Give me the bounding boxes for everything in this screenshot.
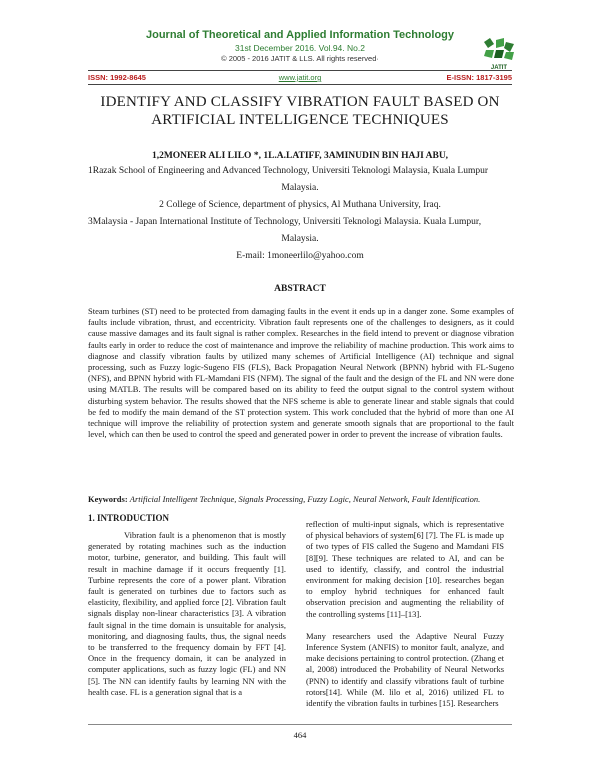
affiliation-2: 2 College of Science, department of physics, Al Muthana University, Iraq. — [159, 200, 441, 210]
eissn: E-ISSN: 1817-3195 — [446, 73, 512, 82]
logo-text: JATIT — [490, 65, 508, 71]
abstract-text: Steam turbines (ST) need to be protected from damaging faults in the event it ends up in a danger zone. Some examples of faults include vibration, thrust, and eccentricity. Vibration fault represents one of the challenges to designers, as it could cause massive damages and its fault signal is rather complex. Researches in the field intend to prevent or diagnose vibration faults early in order to reduce the cost of maintenance and improve the reliability of machine production. This work aims to diagnose and classify vibration faults by utilized many schemes of Artificial Intelligence (AI) technique and signal processing, such as Fuzzy logic-Sugeno FIS (FLS), Back Propagation Neural Network (BPNN) hybrid with FL-Sugeno (NFS), and BPNN hybrid with FL-Mamdani FIS (NFM). The signal of the fault and the design of the FL and NN were done using MATLB. The results will be compared based on its ability to feed the output signal to the control system without disturbing system behavior. The results showed that the NFS scheme is able to generate linear and stable signals that could be fed to modify the main demand of the ST protection system. This work concluded that the hybrid of more than one AI technique will improve the reliability of protection system and generate smooth signals that are proportional to the fault level, which can then be used to control the speed and generated power in order to prevent the increase of vibration faults. — [88, 306, 514, 440]
authors: 1,2MONEER ALI LILO *, 1L.A.LATIFF, 3AMINUDIN BIN HAJI ABU, — [151, 151, 449, 161]
footer-rule — [88, 724, 512, 725]
copyright: © 2005 - 2016 JATIT & LLS. All rights reserved· — [221, 54, 379, 63]
keywords-list: Artificial Intelligent Technique, Signals Processing, Fuzzy Logic, Neural Network, Fault Identification. — [129, 494, 481, 504]
right-paragraph-2: Many researchers used the Adaptive Neural Fuzzy Inference System (ANFIS) to monitor fault, analyze, and make decisions pertaining to control protection. (Zhang et al, 2008) introduced the Probability of Neural Networks (PNN) to identify and classify vibrations fault of turbine rotors[14]. While (M. lilo et al, 2016) utilized FL to identify the vibration faults in turbines [15]. Researchers — [306, 630, 504, 709]
intro-paragraph: Vibration fault is a phenomenon that is mostly generated by rotating machines such as the induction motor, turbine, generator, and building. This fault will result in machine damage if it occurs frequently [1]. Turbine represents the core of a power plant. Vibration fault is generated on turbines due to factors such as elasticity, flexibility, and applied force [2]. Vibration fault signals display non-linear characteristics [3]. A vibration fault signal in the time domain is unsuitable for analysis, monitoring, and diagnosing faults, thus, the signal needs to be transferred to the frequency domain by FFT [4]. Once in the frequency domain, it can be analyzed in computer applications, such as fuzzy logic (FL) and NN [5]. The NN can identify faults by learning NN with the health case. FL is a generation signal that is a — [88, 530, 286, 697]
journal-url[interactable]: www.jatit.org — [278, 73, 322, 82]
issn: ISSN: 1992-8645 — [88, 73, 146, 82]
right-paragraph-1: reflection of multi-input signals, which is representative of physical behaviors of system[6] [7]. The FL is made up of two types of FIS called the Sugeno and Mamdani FIS [8][9]. These techniques are related to AI, and can be used to identify, classify, and control the industrial environment for making decision [10]. researches began to employ hybrid techniques for enhanced fault observation precision and augmenting the reliability of the controlling systems [11]–[13]. — [306, 519, 504, 619]
keywords — [88, 494, 514, 505]
journal-title: Journal of Theoretical and Applied Information Technology — [145, 29, 455, 41]
affiliation-3: 3Malaysia - Japan International Institute of Technology, Universiti Teknologi Malaysia. Kuala Lumpur, — [88, 217, 482, 227]
left-column — [88, 530, 286, 698]
right-column — [306, 519, 504, 709]
page-number: 464 — [293, 730, 307, 740]
affiliation-3-cont: Malaysia. — [281, 234, 319, 244]
title-line: ARTIFICIAL INTELLIGENCE TECHNIQUES — [151, 112, 449, 128]
title-line: IDENTIFY AND CLASSIFY VIBRATION FAULT BASED ON — [100, 94, 500, 110]
issue-info: 31st December 2016. Vol.94. No.2 — [235, 43, 365, 53]
email: E-mail: 1moneerlilo@yahoo.com — [236, 251, 364, 261]
abstract-heading: ABSTRACT — [274, 284, 326, 294]
header-rule-bottom — [88, 84, 512, 85]
header-rule-top — [88, 70, 512, 71]
affiliation-1-cont: Malaysia. — [281, 183, 319, 193]
jatit-logo — [480, 36, 518, 72]
affiliation-1: 1Razak School of Engineering and Advanced Technology, Universiti Teknologi Malaysia, Kuala Lumpur — [88, 166, 489, 176]
keywords-label: Keywords: — [88, 494, 128, 504]
section-heading: 1. INTRODUCTION — [88, 513, 170, 523]
paper-title — [88, 93, 512, 129]
